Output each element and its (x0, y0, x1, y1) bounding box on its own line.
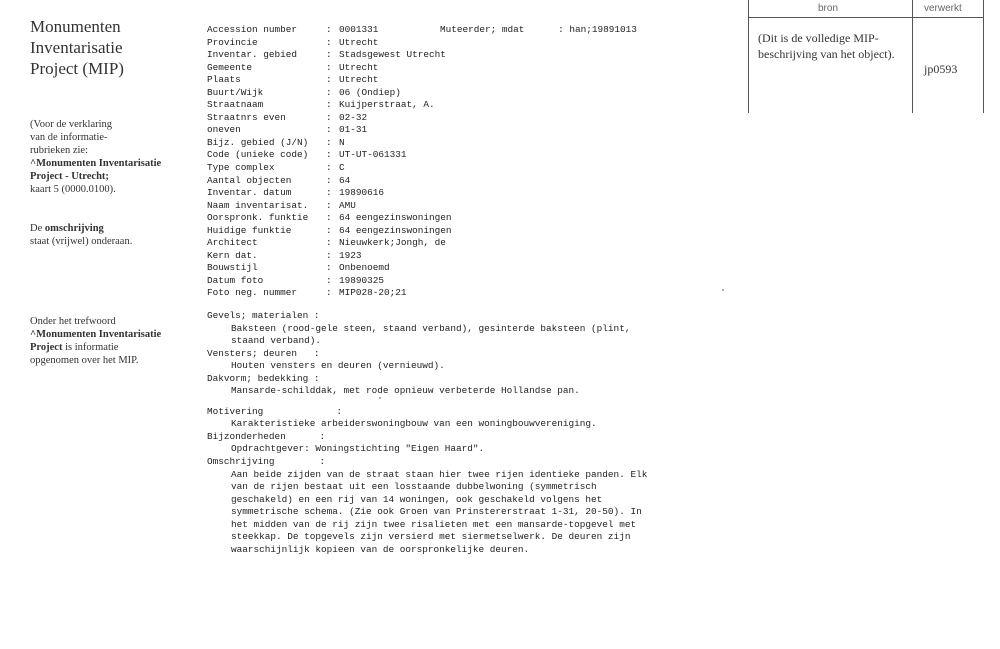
field-row (207, 49, 452, 62)
field-row (207, 24, 452, 37)
field-colon: : (326, 99, 332, 111)
note-line: van de informatie- (30, 132, 108, 143)
side-note-keyword (30, 315, 195, 367)
field-label: Inventar. datum (207, 187, 292, 199)
section-line: Aan beide zijden van de straat staan hier twee rijen identieke panden. Elk (231, 468, 648, 480)
field-row (207, 287, 452, 300)
field-value: MIP028-20;21 (339, 287, 407, 299)
field-row (207, 62, 452, 75)
field-colon: : (326, 212, 332, 224)
field-value: 1923 (339, 249, 362, 261)
field-value: N (339, 136, 345, 148)
note-bold: ^Monumenten Inventarisatie (30, 329, 162, 340)
field-colon: : (326, 199, 332, 211)
note-line: kaart 5 (0000.0100). (30, 184, 116, 195)
field-row (207, 237, 452, 250)
field-colon: : (326, 136, 332, 148)
note-text: De (30, 223, 45, 234)
field-value: Nieuwkerk;Jongh, de (339, 237, 446, 249)
field-label: oneven (207, 124, 241, 136)
section-heading: Dakvorm; bedekking : (207, 372, 320, 384)
field-label: Gemeente (207, 61, 253, 73)
section-heading: Gevels; materialen : (207, 310, 320, 321)
field-value: 19890616 (339, 187, 385, 199)
field-row (207, 87, 452, 100)
section-line: Opdrachtgever: Woningstichting "Eigen Haard". (231, 443, 485, 455)
field-colon: : (326, 274, 332, 286)
field-value: 06 (Ondiep) (339, 86, 401, 98)
field-row (207, 212, 452, 225)
field-label: Huidige funktie (207, 224, 292, 236)
field-value: Onbenoemd (339, 262, 390, 274)
field-colon: : (326, 187, 332, 199)
section-line: symmetrische schema. (Zie ook Groen van Prinstererstraat 1-31, 20-50). In (231, 506, 642, 518)
field-colon: : (326, 24, 332, 35)
title-line: Project (MIP) (30, 59, 124, 78)
field-value: AMU (339, 199, 356, 211)
note-text: is informatie (62, 342, 119, 353)
description-body (207, 310, 727, 556)
field-label: Oorspronk. funktie (207, 212, 309, 224)
document-title (30, 16, 200, 79)
field-colon: : (326, 287, 332, 299)
field-row (207, 275, 452, 288)
section-line: staand verband). (231, 335, 322, 347)
section-line: steekkap. De topgevels zijn versierd met siermetselwerk. De deuren zijn (231, 531, 631, 543)
field-row (207, 37, 452, 50)
section-line: het midden van de rij zijn twee risalieten met een mansarde-topgevel met (231, 518, 637, 530)
field-row (207, 162, 452, 175)
section-heading: Omschrijving : (207, 456, 326, 468)
field-label: Datum foto (207, 274, 264, 286)
field-row (207, 112, 452, 125)
field-list (207, 24, 452, 300)
field-label: Provincie (207, 36, 258, 48)
note-line: opgenomen over het MIP. (30, 355, 139, 366)
field-label: Code (unieke code) (207, 149, 309, 161)
note-line: (Voor de verklaring (30, 119, 113, 130)
field-colon: : (326, 262, 332, 274)
field-value: Utrecht (339, 61, 379, 73)
bron-header: bron (818, 3, 839, 14)
side-note-description (30, 222, 195, 248)
field-label: Inventar. gebied (207, 49, 298, 61)
field-label: Straatnrs even (207, 111, 286, 123)
section-line: Karakteristieke arbeiderswoningbouw van een woningbouwvereniging. (231, 418, 597, 430)
field-colon: : (326, 124, 332, 136)
field-colon: : (326, 61, 332, 73)
field-label: Buurt/Wijk (207, 86, 264, 98)
field-label: Foto neg. nummer (207, 287, 298, 299)
field-row (207, 149, 452, 162)
field-row (207, 124, 452, 137)
field-colon: : (326, 162, 332, 174)
source-box (748, 0, 984, 113)
field-label: Accession number (207, 24, 298, 35)
scan-speck (722, 289, 724, 291)
field-label: Aantal objecten (207, 174, 292, 186)
field-colon: : (326, 249, 332, 261)
title-line: Monumenten (30, 17, 121, 36)
field-colon: : (326, 36, 332, 48)
field-colon: : (326, 111, 332, 123)
field-row (207, 137, 452, 150)
section-heading: Vensters; deuren : (207, 347, 320, 359)
field-value: 02-32 (339, 111, 368, 123)
field-label: Plaats (207, 74, 241, 86)
note-line: rubrieken zie: (30, 145, 89, 156)
field-label: Architect (207, 237, 258, 249)
field-value: 19890325 (339, 274, 385, 286)
field-value: 01-31 (339, 124, 368, 136)
processed-code: jp0593 (924, 62, 958, 76)
field-value: Stadsgewest Utrecht (339, 49, 446, 61)
field-row (207, 225, 452, 238)
note-bold: Project - Utrecht; (30, 171, 109, 182)
field-value: 0001331 (339, 24, 379, 35)
field-colon: : (326, 237, 332, 249)
field-colon: : (326, 224, 332, 236)
note-line: staat (vrijwel) onderaan. (30, 236, 133, 247)
field-label: Straatnaam (207, 99, 264, 111)
field-label: Naam inventarisat. (207, 199, 309, 211)
field-row (207, 200, 452, 213)
field-value: 64 eengezinswoningen (339, 224, 452, 236)
field-colon: : (326, 86, 332, 98)
field-colon: : (326, 149, 332, 161)
field-label: Type complex (207, 162, 275, 174)
note-bold: omschrijving (44, 223, 104, 234)
side-note-legend (30, 118, 195, 196)
field-label: Bijz. gebied (J/N) (207, 136, 309, 148)
field-label: Bouwstijl (207, 262, 258, 274)
field-colon: : (326, 49, 332, 61)
field-row (207, 99, 452, 112)
field-value: Utrecht (339, 74, 379, 86)
field-value: Utrecht (339, 36, 379, 48)
field-colon: : (326, 74, 332, 86)
field-value: Kuijperstraat, A. (339, 99, 435, 111)
box-divider (748, 17, 984, 18)
field-value: UT-UT-061331 (339, 149, 407, 161)
mip-description-note: (Dit is de volledige MIP-beschrijving van het object). (758, 31, 895, 61)
section-heading: Motivering : (207, 405, 343, 417)
field-row (207, 250, 452, 263)
section-line: van de rijen bestaat uit een losstaande dubbelwoning (symmetrisch (231, 481, 597, 493)
scan-speck (379, 397, 381, 399)
field-label: Kern dat. (207, 249, 258, 261)
section-heading: Bijzonderheden : (207, 430, 326, 442)
field-value: 64 eengezinswoningen (339, 212, 452, 224)
note-bold: ^Monumenten Inventarisatie (30, 158, 162, 169)
title-line: Inventarisatie (30, 38, 123, 57)
field-value: 64 (339, 174, 351, 186)
field-row (207, 262, 452, 275)
field-row (207, 74, 452, 87)
field-row (207, 175, 452, 188)
field-row (207, 187, 452, 200)
note-bold: Project (30, 342, 63, 353)
section-line: waarschijnlijk kopieen van de oorspronkelijke deuren. (231, 543, 530, 555)
section-line: Mansarde-schilddak, met rode opnieuw verbeterde Hollandse pan. (231, 385, 580, 397)
field-colon: : (326, 174, 332, 186)
section-line: geschakeld) en een rij van 14 woningen, ook geschakeld volgens het (231, 493, 603, 505)
field-value: C (339, 162, 345, 174)
mutator-line: Muteerder; mdat : han;19891013 (440, 24, 637, 35)
verwerkt-header: verwerkt (924, 3, 962, 14)
note-line: Onder het trefwoord (30, 316, 116, 327)
section-line: Houten vensters en deuren (vernieuwd). (231, 360, 445, 372)
section-line: Baksteen (rood-gele steen, staand verband), gesinterde baksteen (plint, (231, 322, 631, 334)
